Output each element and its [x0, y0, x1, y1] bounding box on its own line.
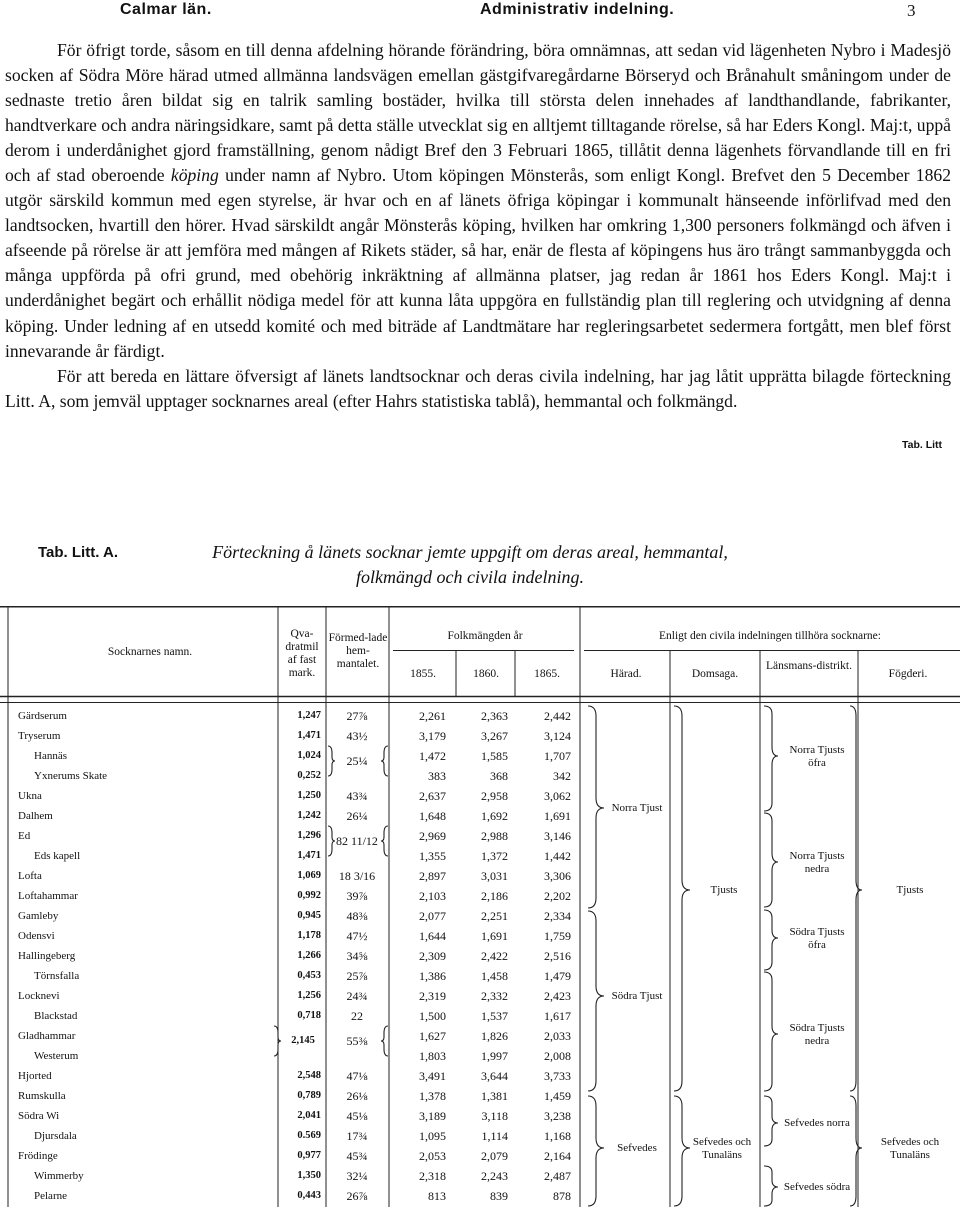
table-cell-hemmantal: 26¼ [346, 809, 368, 823]
header-hemmantal: Förmed-lade hem-mantalet. [328, 632, 388, 670]
paragraph-1 [5, 38, 951, 364]
lansman-sodra-tjusts-ofra: Södra Tjusts öfra [789, 926, 845, 951]
caption-line-1: Förteckning å länets socknar jemte uppgift om deras areal, hemmantal, [212, 542, 728, 562]
table-cell-hemmantal: 45⅛ [346, 1109, 368, 1123]
table-cell-pop-1860: 2,332 [481, 989, 508, 1003]
table-cell-pop-1855: 1,500 [419, 1009, 446, 1023]
table-cell-pop-1860: 2,988 [481, 829, 508, 843]
table-cell-pop-1855: 2,053 [419, 1149, 446, 1163]
header-year-1855: 1855. [410, 668, 436, 680]
table-cell-pop-1865: 2,202 [544, 889, 571, 903]
table-cell-hemmantal: 25⅞ [346, 969, 368, 983]
table-row-name: Gladhammar [18, 1030, 76, 1042]
table-cell-pop-1865: 3,306 [544, 869, 571, 883]
table-cell-area: 1,069 [297, 870, 321, 881]
table-cell-pop-1865: 3,733 [544, 1069, 571, 1083]
table-cell-area: 1,024 [297, 750, 321, 761]
table-cell-pop-1855: 2,969 [419, 829, 446, 843]
table-cell-hemmantal: 39⅞ [346, 889, 368, 903]
table-cell-area: 1,296 [297, 830, 321, 841]
merged-hemmantal-ed: 82 11/12 [336, 834, 378, 848]
table-cell-pop-1860: 2,186 [481, 889, 508, 903]
table-cell-pop-1860: 1,372 [481, 849, 508, 863]
table-row-name: Hjorted [18, 1070, 52, 1082]
table-cell-area: 1,471 [297, 730, 321, 741]
table-row-name: Locknevi [18, 990, 60, 1002]
table-row-name: Ed [18, 830, 31, 842]
table-cell-hemmantal: 26⅞ [346, 1189, 368, 1203]
header-harad: Härad. [610, 668, 642, 680]
header-lansman: Länsmans-distrikt. [766, 660, 852, 672]
table-cell-pop-1865: 3,146 [544, 829, 571, 843]
table-cell-pop-1865: 1,442 [544, 849, 571, 863]
table-cell-pop-1855: 2,103 [419, 889, 446, 903]
table-cell-pop-1855: 3,491 [419, 1069, 446, 1083]
table-cell-pop-1855: 2,309 [419, 949, 446, 963]
fogderi-tjusts: Tjusts [896, 884, 924, 896]
page-number: 3 [907, 1, 916, 20]
header-year-1860: 1860. [473, 668, 499, 680]
header-area: Qva-dratmil af fast mark. [285, 628, 319, 679]
table-row-name: Rumskulla [18, 1090, 66, 1102]
harad-norra-tjust: Norra Tjust [611, 802, 663, 814]
page-header [0, 0, 960, 24]
table-cell-pop-1860: 2,243 [481, 1169, 508, 1183]
table-cell-hemmantal: 47½ [346, 929, 368, 943]
table-row-name: Pelarne [34, 1190, 67, 1202]
table-cell-pop-1855: 1,386 [419, 969, 446, 983]
table-cell-pop-1860: 3,118 [481, 1109, 508, 1123]
table-cell-hemmantal: 48⅜ [346, 909, 368, 923]
table-row-name: Törnsfalla [34, 970, 80, 982]
header-fogderi: Fögderi. [888, 668, 928, 680]
table-cell-pop-1865: 3,238 [544, 1109, 571, 1123]
table-cell-pop-1865: 2,423 [544, 989, 571, 1003]
table-cell-pop-1865: 3,124 [544, 729, 571, 743]
table-row-name: Blackstad [34, 1010, 78, 1022]
paragraph-2: För att bereda en lättare öfversigt af länets landtsocknar och deras civila indelning, har jag låtit upprätta bilagde förteckning Litt. A, som jemväl upptager socknarnes areal (efter Hahrs statistiska tablå), hemmantal och folkmängd. [5, 365, 951, 411]
table-cell-pop-1865: 1,617 [544, 1009, 571, 1023]
lansman-sodra-tjusts-nedra: Södra Tjusts nedra [789, 1022, 845, 1047]
margin-note: Tab. Litt [902, 439, 943, 451]
table-row-name: Djursdala [34, 1130, 77, 1142]
table-cell-pop-1860: 3,267 [481, 729, 508, 743]
table-row-name: Odensvi [18, 930, 55, 942]
table-cell-pop-1855: 3,179 [419, 729, 446, 743]
paragraph-1-emphasis: köping [170, 165, 219, 186]
table-cell-area: 2,041 [297, 1110, 321, 1121]
table-cell-hemmantal: 17¾ [346, 1129, 368, 1143]
table-cell-area: 1,256 [297, 990, 321, 1001]
table-cell-hemmantal: 18 3/16 [338, 869, 376, 883]
table-row-name: Hannäs [34, 750, 67, 762]
table-cell-pop-1860: 1,997 [481, 1049, 508, 1063]
table-row-name: Tryserum [18, 730, 61, 742]
paragraph-1-part-b: under namn af Nybro. Utom köpingen Mönsterås, som enligt Kongl. Brefvet den 5 December 1862 utgör särskild kommun med egen styrelse, är hvar och en af länets öfriga köpingar i kommunalt hänseende införlifvad med den landtsocken, hvartill den hörer. Hvad särskildt angår Mönsterås köping, hvilken har omkring 1,300 personers folkmängd och äfven i afseende på rörelse är att jemföra med mången af Rikets städer, så har, enär de flesta af köpingens hus äro trångt sammanbyggda och många uppförda på ofri grund, med obehörig inkräktning af allmänna platser, jag redan år 1861 hos Eders Kongl. Maj:t i underdånighet begärt och erhållit nödiga medel för att kunna låta uppgöra en fullständig plan till reglering och utvidgning af denna köping. Under ledning af en utsedd komité och med biträde af Landtmätare har regleringsarbetet sedermera fortgått, men blef först innevarande år färdigt. [5, 165, 951, 361]
table-cell-pop-1865: 2,487 [544, 1169, 571, 1183]
table-cell-area: 0,992 [297, 890, 321, 901]
table-cell-area: 1,247 [297, 710, 321, 721]
table-cell-pop-1865: 1,759 [544, 929, 571, 943]
table-cell-pop-1855: 1,355 [419, 849, 446, 863]
table-cell-hemmantal: 34⅝ [346, 949, 368, 963]
table-row-name: Lofta [18, 870, 42, 882]
domsaga-sefvedes-tunalans: Sefvedes och Tunaläns [692, 1136, 752, 1161]
table-cell-pop-1860: 1,826 [481, 1029, 508, 1043]
table-cell-pop-1855: 1,627 [419, 1029, 446, 1043]
table-cell-area: 0,977 [297, 1150, 321, 1161]
table-cell-pop-1860: 2,422 [481, 949, 508, 963]
table-cell-area: 2,548 [297, 1070, 321, 1081]
table-cell-hemmantal: 43¾ [346, 789, 368, 803]
caption-text [175, 540, 765, 590]
table-cell-pop-1860: 1,691 [481, 929, 508, 943]
parish-table [0, 606, 960, 1207]
lansman-norra-tjusts-ofra: Norra Tjusts öfra [789, 744, 845, 769]
header-section: Administrativ indelning. [480, 1, 675, 18]
table-cell-pop-1865: 2,164 [544, 1149, 571, 1163]
header-parish-name: Socknarnes namn. [107, 646, 193, 658]
table-row-name: Ukna [18, 790, 42, 802]
table-cell-area: 0,443 [297, 1190, 321, 1201]
table-cell-area: 1,350 [297, 1170, 321, 1181]
table-cell-pop-1865: 1,707 [544, 749, 571, 763]
merged-area-gladhammar: 2,145 [291, 1035, 315, 1046]
table-row-name: Frödinge [18, 1150, 58, 1162]
lansman-norra-tjusts-nedra: Norra Tjusts nedra [789, 850, 845, 875]
lansman-sefvedes-norra: Sefvedes norra [784, 1117, 850, 1129]
body-text [5, 38, 951, 414]
table-cell-pop-1865: 3,062 [544, 789, 571, 803]
table-cell-pop-1860: 2,251 [481, 909, 508, 923]
table-cell-pop-1855: 1,095 [419, 1129, 446, 1143]
table-cell-hemmantal: 27⅞ [346, 709, 368, 723]
table-cell-hemmantal: 24¾ [346, 989, 368, 1003]
table-cell-pop-1855: 1,648 [419, 809, 446, 823]
table-cell-pop-1855: 383 [428, 769, 446, 783]
table-cell-hemmantal: 26⅛ [346, 1089, 368, 1103]
harad-sefvedes: Sefvedes [617, 1142, 657, 1154]
table-cell-pop-1860: 368 [490, 769, 508, 783]
table-cell-area: 0.569 [297, 1130, 321, 1141]
table-row-name: Södra Wi [18, 1110, 60, 1122]
table-row-name: Loftahammar [18, 890, 78, 902]
table-row-name: Gamleby [18, 910, 59, 922]
table-label: Tab. Litt. A. [38, 544, 118, 561]
table-cell-pop-1860: 2,079 [481, 1149, 508, 1163]
table-cell-pop-1865: 1,691 [544, 809, 571, 823]
table-cell-pop-1855: 1,378 [419, 1089, 446, 1103]
table-cell-area: 1,266 [297, 950, 321, 961]
table-cell-area: 1,471 [297, 850, 321, 861]
table-row-name: Yxnerums Skate [34, 770, 108, 782]
table-cell-pop-1865: 878 [553, 1189, 571, 1203]
table-cell-pop-1860: 1,458 [481, 969, 508, 983]
table-row-name: Dalhem [18, 810, 53, 822]
merged-hemmantal-hannas: 25¼ [346, 754, 368, 768]
table-cell-pop-1860: 1,585 [481, 749, 508, 763]
table-cell-pop-1865: 2,008 [544, 1049, 571, 1063]
table-cell-area: 0,789 [297, 1090, 321, 1101]
fogderi-sefvedes-tunalans: Sefvedes och Tunaläns [880, 1136, 940, 1161]
table-cell-area: 0,718 [297, 1010, 321, 1021]
table-cell-area: 1,178 [297, 930, 321, 941]
caption-line-2: folkmängd och civila indelning. [356, 567, 584, 587]
table-row-name: Gärdserum [18, 710, 67, 722]
table-cell-pop-1855: 1,472 [419, 749, 446, 763]
table-cell-pop-1855: 1,803 [419, 1049, 446, 1063]
table-cell-hemmantal: 47⅛ [346, 1069, 368, 1083]
paragraph-1-part-a: För öfrigt torde, såsom en till denna afdelning hörande förändring, böra omnämnas, att sedan vid lägenheten Nybro i Madesjö socken af Södra Möre härad utmed allmänna landsvägen emellan gästgifvaregårdarne Börseryd och Brånahult småningom under de sednaste tretio åren bildat sig en talrik samling bostäder, hvilka till största delen innehades af landthandlande, fabrikanter, handtverkare och andra näringsidkare, samt på detta ställe utvecklat sig en alltjemt tilltagande rörelse, så har Eders Kongl. Maj:t, uppå derom i underdånighet gjord framställning, genom nådigt Bref den 3 Februari 1865, tillåtit denna lägenhets förvandlande till en fri och af stad oberoende [5, 40, 951, 186]
table-cell-pop-1860: 2,363 [481, 709, 508, 723]
table-cell-pop-1855: 2,637 [419, 789, 446, 803]
harad-sodra-tjust: Södra Tjust [611, 990, 663, 1002]
table-cell-pop-1865: 1,168 [544, 1129, 571, 1143]
table-cell-pop-1865: 1,479 [544, 969, 571, 983]
table-cell-pop-1855: 2,319 [419, 989, 446, 1003]
table-cell-hemmantal: 32¼ [346, 1169, 368, 1183]
table-cell-hemmantal: 43½ [346, 729, 368, 743]
table-cell-pop-1860: 1,114 [481, 1129, 508, 1143]
table-cell-pop-1855: 1,644 [419, 929, 446, 943]
table-cell-pop-1855: 2,897 [419, 869, 446, 883]
table-cell-pop-1855: 813 [428, 1189, 446, 1203]
table-cell-area: 0,945 [297, 910, 321, 921]
table-row-name: Westerum [34, 1050, 79, 1062]
table-cell-pop-1865: 1,459 [544, 1089, 571, 1103]
table-cell-pop-1860: 2,958 [481, 789, 508, 803]
table-cell-pop-1860: 839 [490, 1189, 508, 1203]
table-cell-area: 0,252 [297, 770, 321, 781]
table-cell-pop-1865: 2,442 [544, 709, 571, 723]
table-cell-pop-1855: 2,318 [419, 1169, 446, 1183]
merged-hemmantal-gladhammar: 55⅜ [346, 1034, 368, 1048]
table-cell-pop-1855: 2,261 [419, 709, 446, 723]
table-cell-hemmantal: 22 [351, 1009, 363, 1023]
table-cell-hemmantal: 45¾ [346, 1149, 368, 1163]
table-cell-area: 1,250 [297, 790, 321, 801]
lansman-sefvedes-sodra: Sefvedes södra [783, 1181, 851, 1193]
table-cell-area: 0,453 [297, 970, 321, 981]
header-population-group: Folkmängden år [447, 630, 523, 642]
table-cell-pop-1865: 2,033 [544, 1029, 571, 1043]
header-year-1865: 1865. [534, 668, 560, 680]
table-cell-pop-1855: 3,189 [419, 1109, 446, 1123]
header-county: Calmar län. [120, 1, 212, 18]
header-domsaga: Domsaga. [691, 668, 739, 680]
table-cell-pop-1860: 3,031 [481, 869, 508, 883]
table-cell-pop-1860: 1,537 [481, 1009, 508, 1023]
table-cell-area: 1,242 [297, 810, 321, 821]
header-civil-group: Enligt den civila indelningen tillhöra socknarne: [659, 630, 881, 642]
domsaga-tjusts: Tjusts [710, 884, 738, 896]
table-row-name: Hallingeberg [18, 950, 76, 962]
table-cell-pop-1855: 2,077 [419, 909, 446, 923]
table-cell-pop-1865: 342 [553, 769, 571, 783]
table-cell-pop-1860: 1,692 [481, 809, 508, 823]
table-cell-pop-1865: 2,516 [544, 949, 571, 963]
table-cell-pop-1860: 1,381 [481, 1089, 508, 1103]
table-row-name: Eds kapell [34, 850, 81, 862]
table-cell-pop-1860: 3,644 [481, 1069, 508, 1083]
table-row-name: Wimmerby [34, 1170, 84, 1182]
table-cell-pop-1865: 2,334 [544, 909, 571, 923]
